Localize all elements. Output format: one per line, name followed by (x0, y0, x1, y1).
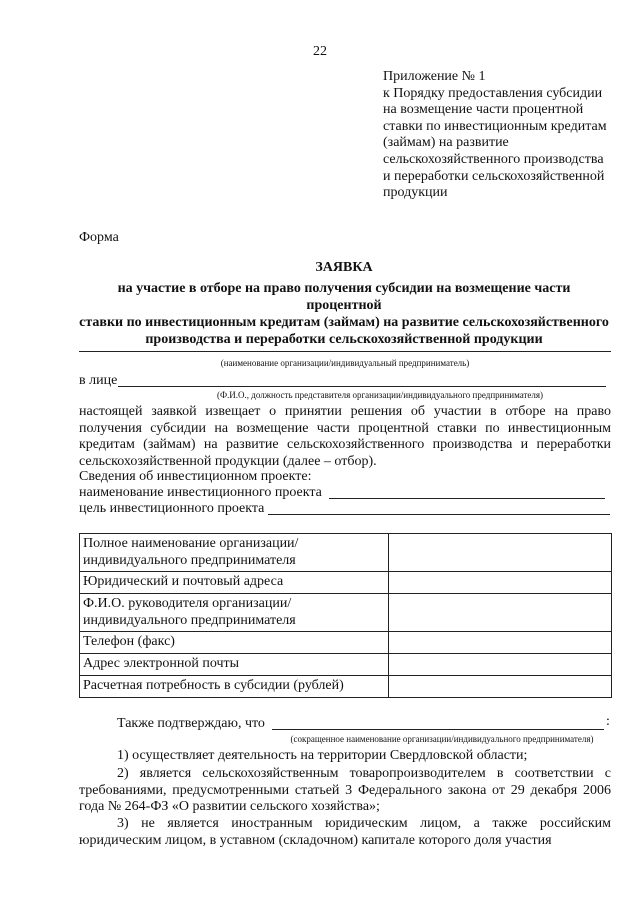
table-row (80, 594, 612, 632)
table-label-cell: Телефон (факс) (80, 632, 389, 654)
org-name-field[interactable] (79, 351, 611, 352)
appendix-line: (займам) на развитие (383, 135, 509, 151)
appendix-line: ставки по инвестиционным кредитам (383, 118, 607, 134)
table-row (80, 534, 612, 572)
table-value-cell[interactable] (389, 676, 612, 698)
org-name-caption: (наименование организации/индивидуальный предприниматель) (220, 358, 470, 368)
page-number: 22 (313, 44, 327, 59)
form-label: Форма (79, 230, 119, 245)
table-value-cell[interactable] (389, 632, 612, 654)
table-label-cell: Полное наименование организации/ индивидуального предпринимателя (80, 534, 389, 572)
table-value-cell[interactable] (389, 572, 612, 594)
table-label-cell: Юридический и почтовый адреса (80, 572, 389, 594)
appendix-line: сельскохозяйственного производства (383, 151, 604, 167)
condition-item: 2) является сельскохозяйственным товаропроизводителем в соответствии с требованиями, предусмотренными статьей 3 Федерального закона от 29 декабря 2006 года № 264-ФЗ «О развитии сельского хозяйства»; (79, 766, 611, 814)
in-person-label: в лице (79, 373, 118, 388)
project-goal-field[interactable] (268, 514, 610, 515)
subtitle-line: производства и переработки сельскохозяйственной продукции (145, 332, 543, 347)
intro-paragraph: настоящей заявкой извещает о принятии решения об участии в отборе на право получения субсидии на возмещение части процентной ставки по инвестиционным кредитам (займам) на развитие сельскохозяйственного производства и переработки сельскохозяйственной продукции (далее – отбор). (79, 404, 611, 469)
document-subtitle (79, 280, 609, 348)
table-value-cell[interactable] (389, 534, 612, 572)
applicant-info-table (79, 533, 612, 698)
appendix-line: Приложение № 1 (383, 69, 486, 84)
appendix-line: на возмещение части процентной (383, 102, 584, 118)
table-row (80, 676, 612, 698)
appendix-line: и переработки сельскохозяйственной (383, 168, 605, 184)
table-value-cell[interactable] (389, 594, 612, 632)
project-heading: Сведения об инвестиционном проекте: (79, 469, 312, 484)
representative-caption: (Ф.И.О., должность представителя организации/индивидуального предпринимателя) (216, 390, 544, 400)
subtitle-line: на участие в отборе на право получения субсидии на возмещение части процентной (117, 281, 571, 313)
representative-field[interactable] (118, 386, 606, 387)
condition-item: 3) не является иностранным юридическим лицом, а также российским юридическим лицом, в уставном (складочном) капитале которого доля участия (79, 816, 611, 848)
appendix-block (383, 69, 618, 202)
table-row (80, 572, 612, 594)
table-value-cell[interactable] (389, 654, 612, 676)
table-label-cell: Адрес электронной почты (80, 654, 389, 676)
table-label-cell: Расчетная потребность в субсидии (рублей) (80, 676, 389, 698)
document-title: ЗАЯВКА (315, 260, 373, 275)
project-name-label: наименование инвестиционного проекта (79, 485, 322, 500)
subtitle-line: ставки по инвестиционным кредитам (займам) на развитие сельскохозяйственного (79, 315, 609, 330)
table-row (80, 654, 612, 676)
confirm-label: Также подтверждаю, что (117, 716, 265, 731)
appendix-line: к Порядку предоставления субсидии (383, 85, 603, 101)
confirm-org-field[interactable] (272, 729, 604, 730)
project-name-field[interactable] (329, 498, 605, 499)
confirm-colon: : (606, 714, 610, 729)
confirm-caption: (сокращенное наименование организации/индивидуального предпринимателя) (290, 734, 594, 744)
condition-item: 1) осуществляет деятельность на территории Свердловской области; (117, 748, 528, 763)
table-row (80, 632, 612, 654)
project-goal-label: цель инвестиционного проекта (79, 501, 265, 516)
appendix-line: продукции (383, 185, 448, 201)
table-label-cell: Ф.И.О. руководителя организации/ индивидуального предпринимателя (80, 594, 389, 632)
